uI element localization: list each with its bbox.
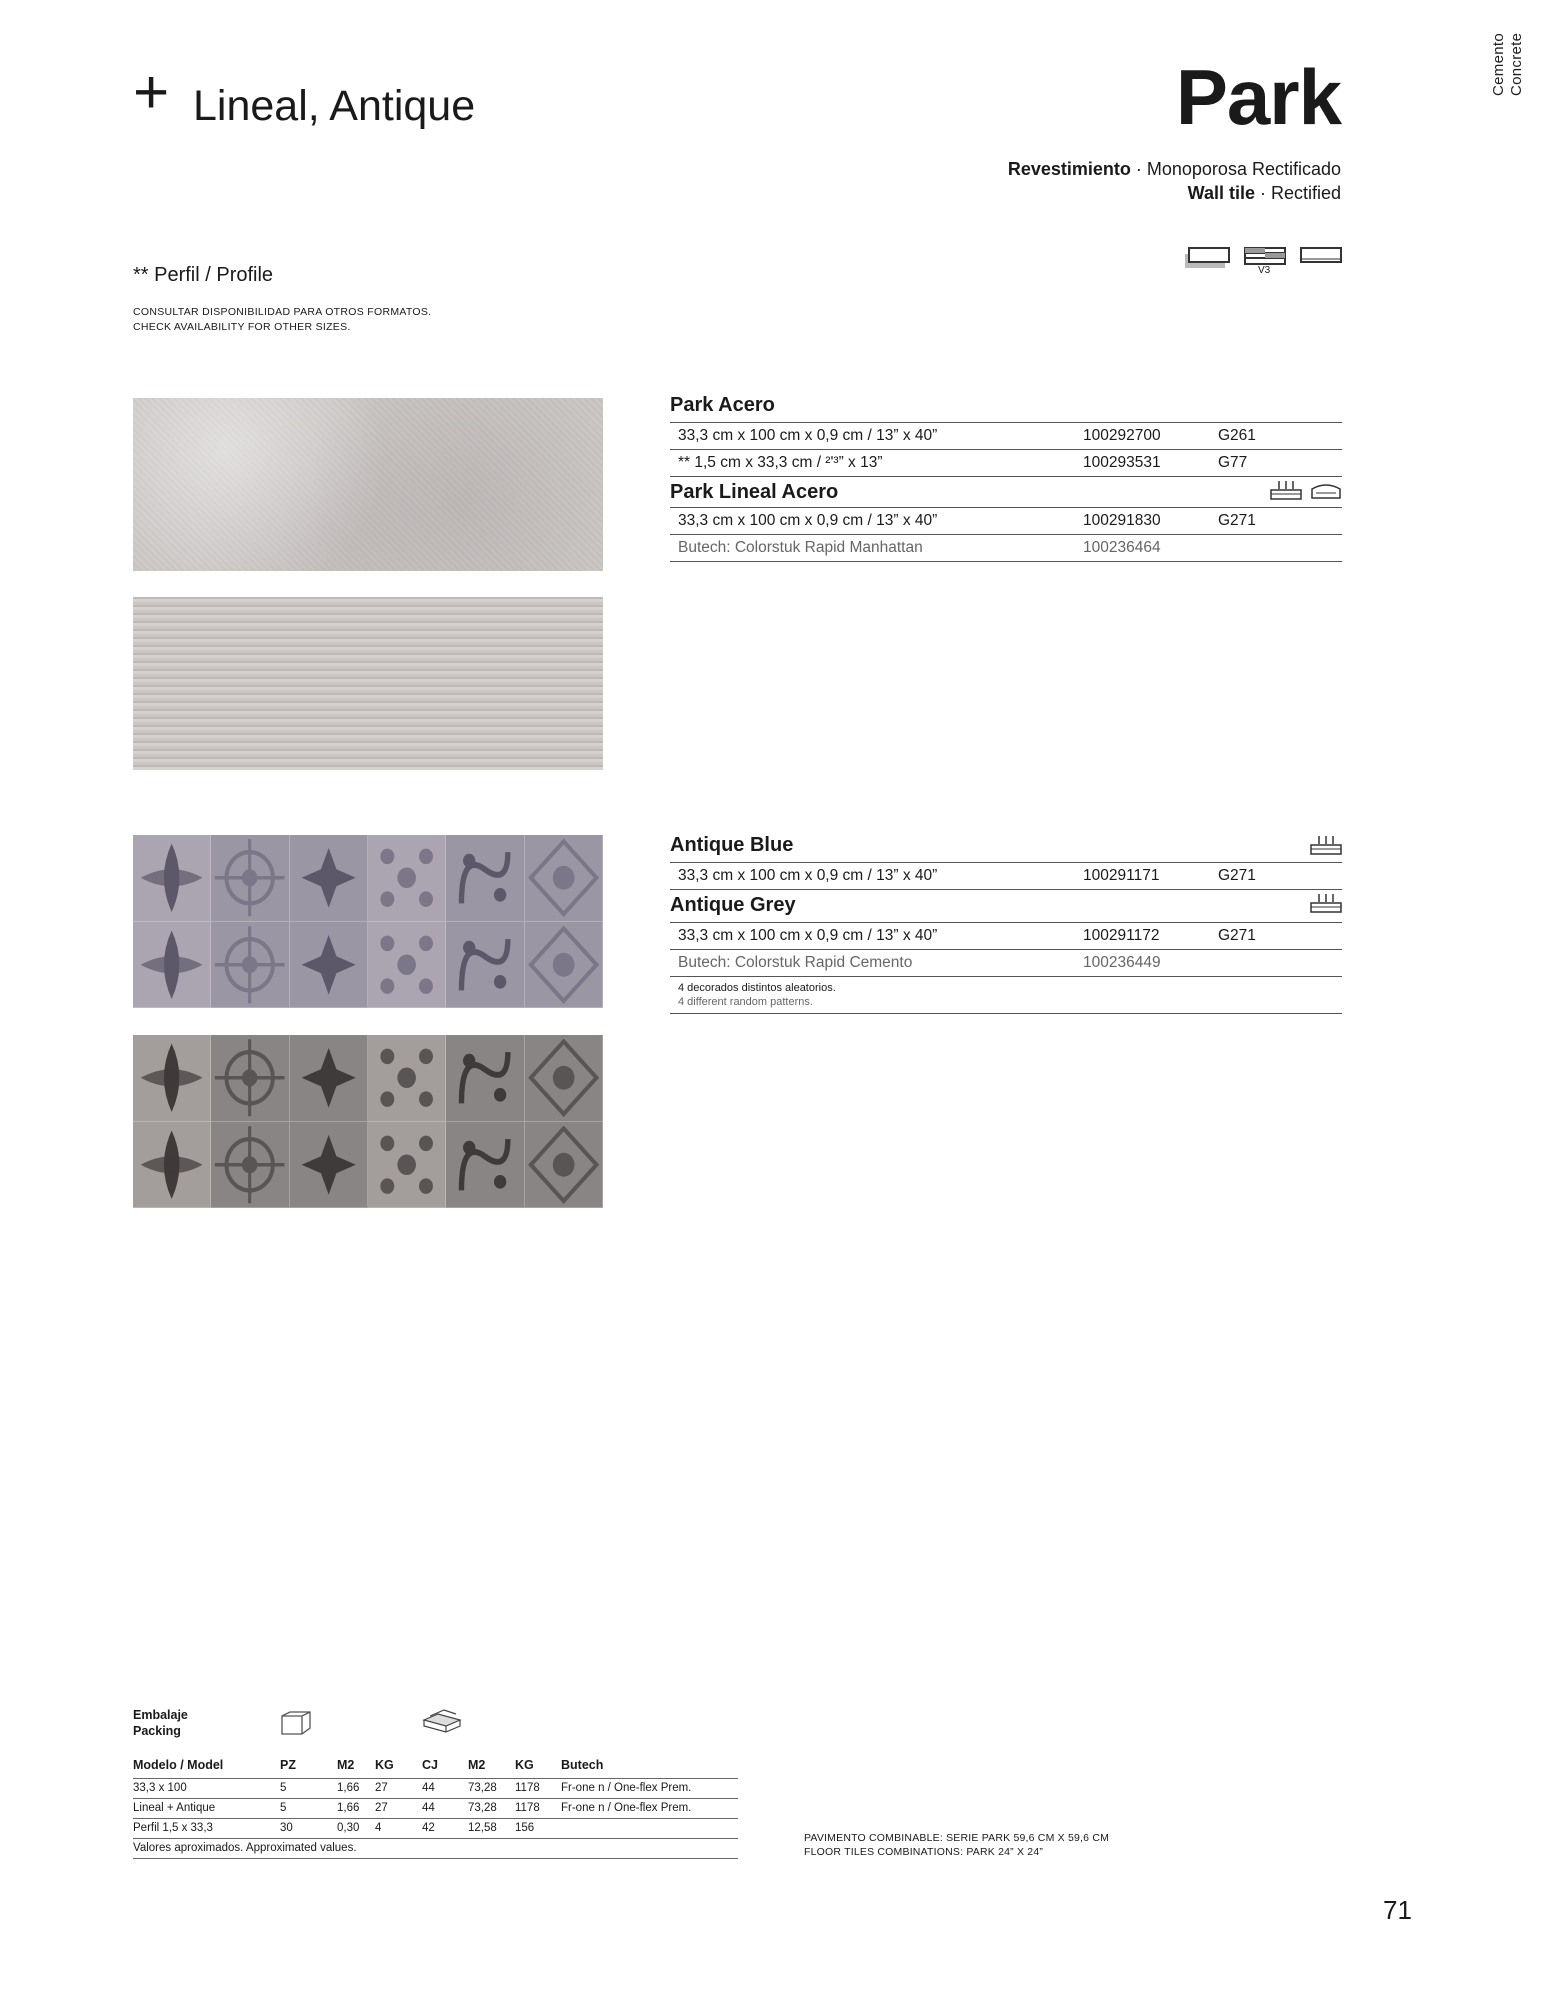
cell: 1,66 xyxy=(337,1779,375,1799)
wall-use-icon xyxy=(1310,892,1342,914)
product-name-park-lineal-acero xyxy=(670,476,1342,505)
product-block-antique xyxy=(670,832,1342,1014)
pattern-tile xyxy=(368,1122,446,1209)
side-tab xyxy=(1486,10,1536,100)
tile-ornament xyxy=(290,1122,367,1208)
row-code: 100292700 xyxy=(1083,427,1161,444)
product-row xyxy=(670,862,1342,889)
row-group xyxy=(1218,950,1318,976)
tile-ornament xyxy=(368,922,445,1008)
product-row xyxy=(670,507,1342,534)
tile-ornament xyxy=(133,922,210,1008)
table-row xyxy=(133,1779,738,1799)
pattern-tile xyxy=(446,922,524,1009)
cell: 73,28 xyxy=(468,1779,515,1799)
swatch-antique-blue xyxy=(133,835,603,1008)
cell: 44 xyxy=(422,1799,468,1819)
wall-use-icon xyxy=(1310,834,1342,856)
pattern-tile xyxy=(368,835,446,922)
tile-ornament xyxy=(133,835,210,921)
cell: 27 xyxy=(375,1799,422,1819)
page-title: Park xyxy=(1175,53,1341,141)
packing-label-es: Embalaje xyxy=(133,1708,188,1722)
row-group: G271 xyxy=(1218,867,1256,884)
pattern-tile xyxy=(211,835,289,922)
tile-ornament xyxy=(290,922,367,1008)
pattern-tile xyxy=(211,1122,289,1209)
butech-row xyxy=(670,949,1342,976)
row-group: G271 xyxy=(1218,927,1256,944)
packing-table xyxy=(133,1754,738,1859)
product-name-text: Antique Grey xyxy=(670,894,796,916)
floor-combinations-note xyxy=(804,1831,1109,1859)
availability-note-en: CHECK AVAILABILITY FOR OTHER SIZES. xyxy=(133,321,351,333)
cell: 1178 xyxy=(515,1779,561,1799)
tile-ornament xyxy=(368,1122,445,1208)
row-code: 100291171 xyxy=(1083,867,1160,884)
pattern-tile xyxy=(525,922,603,1009)
product-row xyxy=(670,422,1342,449)
approximated-values-note: Valores aproximados. Approximated values. xyxy=(133,1839,738,1859)
side-tab-cemento: Cemento xyxy=(1490,33,1507,96)
profile-label: ** Perfil / Profile xyxy=(133,264,274,286)
desc-1-rest: · Monoporosa Rectificado xyxy=(1130,159,1341,179)
row-group: G271 xyxy=(1218,512,1256,529)
description-line-1 xyxy=(1008,157,1341,181)
pallet-icon xyxy=(420,1706,464,1736)
cell: 156 xyxy=(515,1819,561,1839)
usage-icons xyxy=(1310,834,1342,856)
pattern-tile xyxy=(211,922,289,1009)
pattern-tile xyxy=(133,1035,211,1122)
packing-header-row xyxy=(133,1754,738,1779)
pattern-tile xyxy=(290,835,368,922)
desc-2-rest: · Rectified xyxy=(1254,183,1341,203)
format-icons xyxy=(1183,243,1343,283)
product-name-text: Park Lineal Acero xyxy=(670,481,839,503)
butech-row xyxy=(670,534,1342,562)
tile-ornament xyxy=(525,1122,602,1208)
usage-icons xyxy=(1270,479,1342,501)
col-header: M2 xyxy=(337,1758,355,1772)
cell: 1,66 xyxy=(337,1799,375,1819)
pattern-tile xyxy=(446,1122,524,1209)
usage-icons xyxy=(1310,892,1342,914)
product-row xyxy=(670,922,1342,949)
cell: 0,30 xyxy=(337,1819,375,1839)
tile-ornament xyxy=(525,922,602,1008)
v3-label: V3 xyxy=(1258,265,1271,276)
pattern-tile xyxy=(368,922,446,1009)
tile-ornament xyxy=(211,922,288,1008)
wall-use-icon xyxy=(1270,479,1302,501)
pattern-tile xyxy=(446,1035,524,1122)
table-footer-row xyxy=(133,1839,738,1859)
swatch-park-lineal-acero xyxy=(133,597,603,770)
pattern-tile xyxy=(290,922,368,1009)
table-row xyxy=(133,1799,738,1819)
col-header: KG xyxy=(515,1758,534,1772)
pattern-tile xyxy=(290,1035,368,1122)
row-size: 33,3 cm x 100 cm x 0,9 cm / 13” x 40” xyxy=(678,867,938,884)
cell: 33,3 x 100 xyxy=(133,1779,280,1799)
tile-ornament xyxy=(290,1035,367,1121)
row-size: 33,3 cm x 100 cm x 0,9 cm / 13” x 40” xyxy=(678,427,938,444)
cell: 44 xyxy=(422,1779,468,1799)
row-size: Butech: Colorstuk Rapid Cemento xyxy=(678,954,913,971)
product-name-antique-blue xyxy=(670,832,1342,858)
pattern-tile xyxy=(133,1122,211,1209)
tile-ornament xyxy=(446,835,523,921)
tile-ornament xyxy=(211,1035,288,1121)
side-tab-concrete: Concrete xyxy=(1508,32,1525,96)
tile-ornament xyxy=(446,1122,523,1208)
note-es: 4 decorados distintos aleatorios. xyxy=(678,982,836,994)
cell: Perfil 1,5 x 33,3 xyxy=(133,1819,280,1839)
tile-ornament xyxy=(133,1122,210,1208)
cell: 5 xyxy=(280,1799,337,1819)
table-row xyxy=(133,1819,738,1839)
product-name-park-acero: Park Acero xyxy=(670,394,775,416)
cell: Lineal + Antique xyxy=(133,1799,280,1819)
col-header: Modelo / Model xyxy=(133,1758,224,1772)
col-header: M2 xyxy=(468,1758,486,1772)
swatch-antique-grey xyxy=(133,1035,603,1208)
cell: 12,58 xyxy=(468,1819,515,1839)
row-group: G261 xyxy=(1218,427,1256,444)
cell: Fr-one n / One-flex Prem. xyxy=(561,1779,738,1799)
row-size: ** 1,5 cm x 33,3 cm / ²ʹ³” x 13” xyxy=(678,454,883,471)
combinations-es: PAVIMENTO COMBINABLE: SERIE PARK 59,6 CM X 59,6 CM xyxy=(804,1832,1110,1844)
row-size: 33,3 cm x 100 cm x 0,9 cm / 13” x 40” xyxy=(678,512,938,529)
tile-ornament xyxy=(368,835,445,921)
row-group: G77 xyxy=(1218,454,1248,471)
pattern-tile xyxy=(525,835,603,922)
pattern-tile xyxy=(525,1122,603,1209)
col-header: CJ xyxy=(422,1758,438,1772)
product-name-antique-grey xyxy=(670,889,1342,918)
tile-ornament xyxy=(525,1035,602,1121)
availability-note-es: CONSULTAR DISPONIBILIDAD PARA OTROS FORMATOS. xyxy=(133,306,432,318)
tile-ornament xyxy=(211,1122,288,1208)
box-icon xyxy=(280,1710,312,1736)
cell: 42 xyxy=(422,1819,468,1839)
cell xyxy=(561,1819,738,1839)
row-code: 100236449 xyxy=(1083,954,1161,971)
combinations-en: FLOOR TILES COMBINATIONS: PARK 24” X 24” xyxy=(804,1846,1044,1858)
cell: 27 xyxy=(375,1779,422,1799)
row-code: 100293531 xyxy=(1083,454,1161,471)
product-block-acero xyxy=(670,392,1342,562)
kitchen-use-icon xyxy=(1310,479,1342,501)
pattern-tile xyxy=(211,1035,289,1122)
tile-ornament xyxy=(446,1035,523,1121)
desc-2-bold: Wall tile xyxy=(1187,183,1255,203)
plus-icon: + xyxy=(133,58,170,127)
cell: 4 xyxy=(375,1819,422,1839)
swatch-park-acero xyxy=(133,398,603,571)
tile-ornament xyxy=(525,835,602,921)
cell: 1178 xyxy=(515,1799,561,1819)
packing-label-en: Packing xyxy=(133,1724,181,1738)
desc-1-bold: Revestimiento xyxy=(1007,159,1131,179)
pattern-tile xyxy=(446,835,524,922)
cell: Fr-one n / One-flex Prem. xyxy=(561,1799,738,1819)
page-number: 71 xyxy=(1383,1895,1412,1925)
tile-ornament xyxy=(368,1035,445,1121)
description-line-2 xyxy=(1188,181,1341,205)
pattern-tile xyxy=(525,1035,603,1122)
row-code: 100291172 xyxy=(1083,927,1160,944)
pattern-tile xyxy=(290,1122,368,1209)
pattern-tile xyxy=(133,835,211,922)
packing-label xyxy=(133,1707,188,1739)
cell: 5 xyxy=(280,1779,337,1799)
product-name-text: Antique Blue xyxy=(670,834,794,856)
row-size: 33,3 cm x 100 cm x 0,9 cm / 13” x 40” xyxy=(678,927,938,944)
pattern-tile xyxy=(133,922,211,1009)
row-group xyxy=(1218,535,1318,561)
row-size: Butech: Colorstuk Rapid Manhattan xyxy=(678,539,923,556)
tile-ornament xyxy=(211,835,288,921)
random-patterns-note xyxy=(670,976,1342,1014)
note-en: 4 different random patterns. xyxy=(678,996,813,1008)
pattern-tile xyxy=(368,1035,446,1122)
tile-ornament xyxy=(133,1035,210,1121)
row-code: 100236464 xyxy=(1083,539,1161,556)
tile-ornament xyxy=(446,922,523,1008)
cell: 73,28 xyxy=(468,1799,515,1819)
row-code: 100291830 xyxy=(1083,512,1161,529)
col-header: PZ xyxy=(280,1758,296,1772)
collection-subtitle: Lineal, Antique xyxy=(193,82,476,130)
format-tiles-icon xyxy=(1183,243,1343,283)
cell: 30 xyxy=(280,1819,337,1839)
col-header: Butech xyxy=(561,1758,604,1772)
col-header: KG xyxy=(375,1758,394,1772)
product-row xyxy=(670,449,1342,476)
tile-ornament xyxy=(290,835,367,921)
